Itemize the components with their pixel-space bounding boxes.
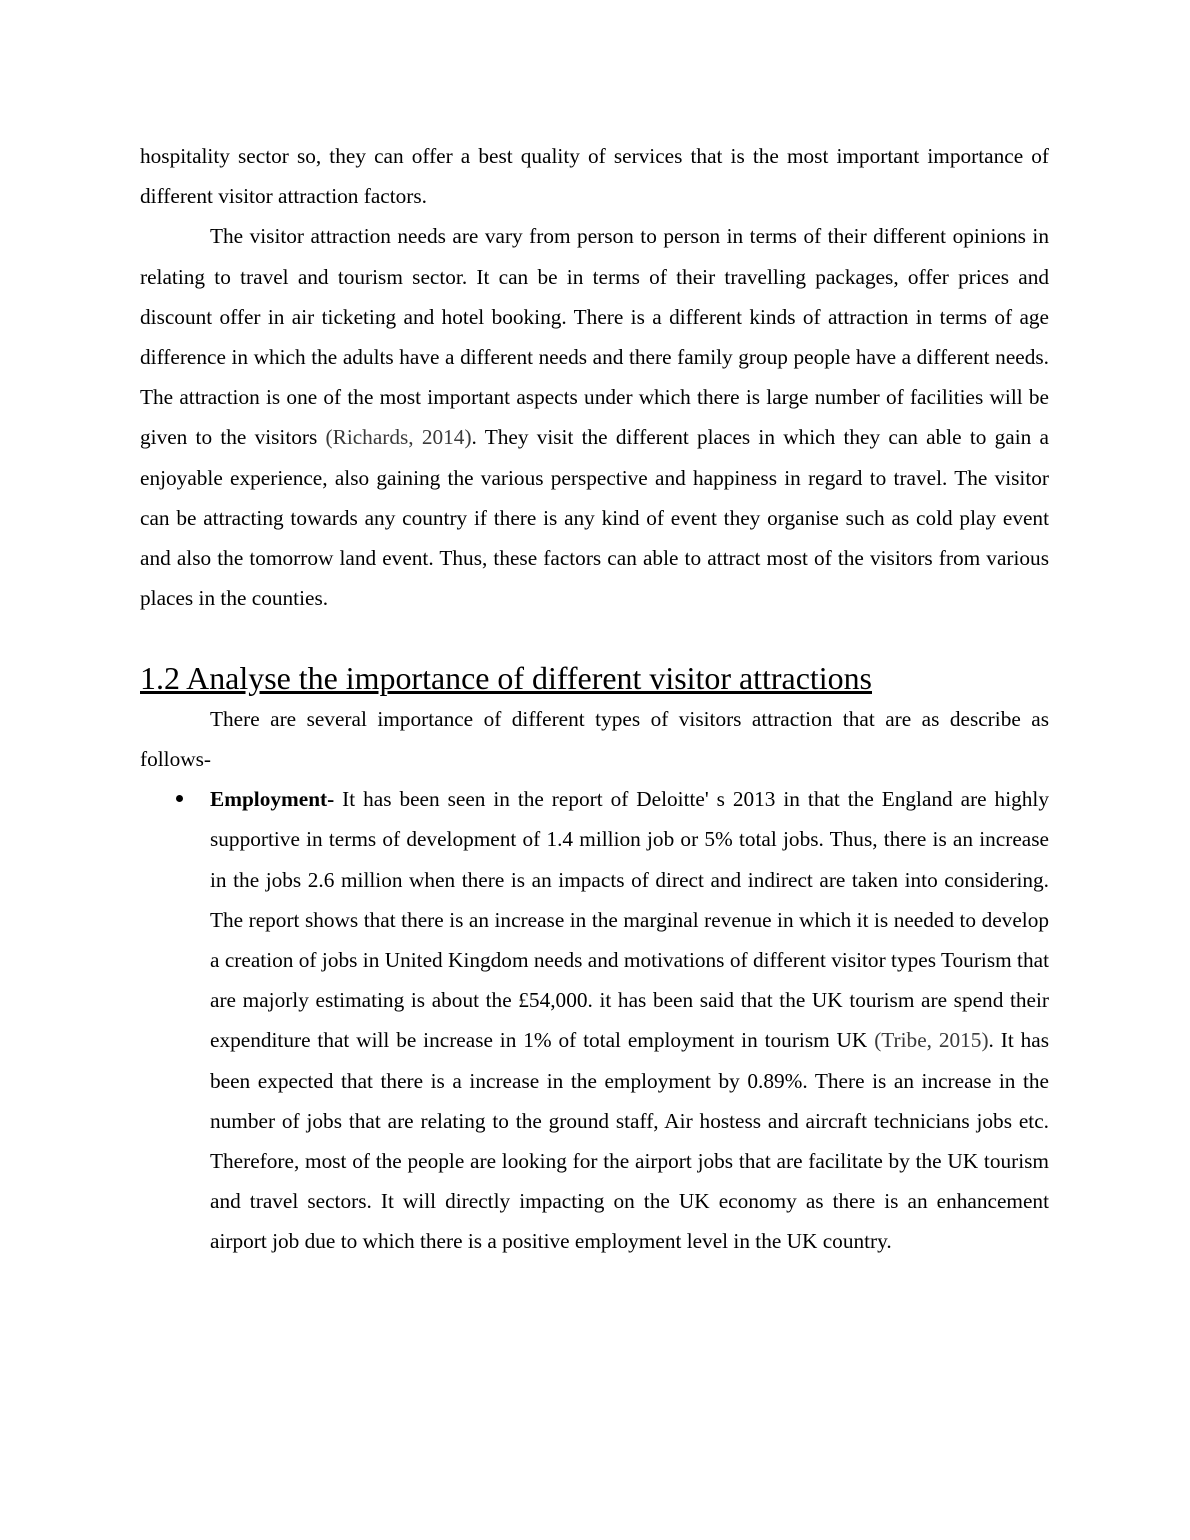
paragraph-text: . They visit the different places in which they can able to gain a enjoyable experience, also gaining the various perspective and happiness in regard to travel. The visitor can be attracting towards any country if there is any kind of event they organise such as cold play event and also the tomorrow land event. Thus, these factors can able to attract most of the visitors from various places in the counties.: [140, 425, 1049, 611]
bullet-icon: [176, 795, 183, 802]
bullet-list: [140, 779, 1049, 1261]
paragraph-text: The visitor attraction needs are vary from person to person in terms of their different opinions in relating to travel and tourism sector. It can be in terms of their travelling packages, offer prices and discount offer in air ticketing and hotel booking. There is a different kinds of attraction in terms of age difference in which the adults have a different needs and there family group people have a different needs. The attraction is one of the most important aspects under which there is large number of facilities will be given to the visitors: [140, 224, 1049, 450]
section-heading: 1.2 Analyse the importance of different visitor attractions: [140, 660, 872, 696]
document-page: [140, 136, 1049, 1262]
bullet-item-employment: [140, 779, 1049, 1261]
paragraph-visitor-needs: [140, 216, 1049, 618]
citation-tribe: (Tribe, 2015): [874, 1028, 989, 1053]
bullet-text: . It has been expected that there is a increase in the employment by 0.89%. There is an increase in the number of jobs that are relating to the ground staff, Air hostess and aircraft technicians jobs etc. Therefore, most of the people are looking for the airport jobs that are facilitate by the UK tourism and travel sectors. It will directly impacting on the UK economy as there is an enhancement airport job due to which there is a positive employment level in the UK country.: [210, 1028, 1049, 1254]
section-intro: There are several importance of different types of visitors attraction that are as describe as follows-: [140, 706, 1049, 772]
bullet-text: It has been seen in the report of Deloitte' s 2013 in that the England are highly supportive in terms of development of 1.4 million job or 5% total jobs. Thus, there is an increase in the jobs 2.6 million when there is an impacts of direct and indirect are taken into considering. The report shows that there is an increase in the marginal revenue in which it is needed to develop a creation of jobs in United Kingdom needs and motivations of different visitor types Tourism that are majorly estimating is about the £54,000. it has been said that the UK tourism are spend their expenditure that will be increase in 1% of total employment in tourism UK: [210, 787, 1049, 1053]
paragraph-continuation: hospitality sector so, they can offer a best quality of services that is the most important importance of different visitor attraction factors.: [140, 144, 1049, 209]
citation-richards: (Richards, 2014): [325, 425, 472, 450]
bullet-term: Employment-: [210, 787, 335, 812]
